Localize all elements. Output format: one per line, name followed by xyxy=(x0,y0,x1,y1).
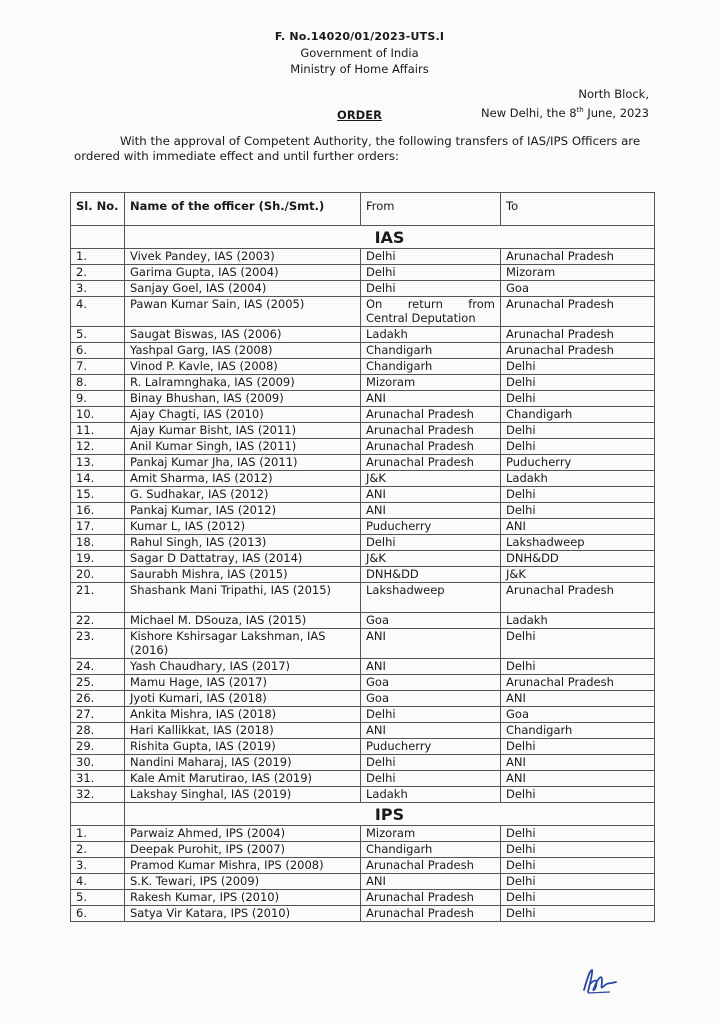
header-name: Name of the officer (Sh./Smt.) xyxy=(125,193,361,226)
table-row xyxy=(71,858,655,874)
cell-to: Ladakh xyxy=(501,613,655,629)
date-prefix: New Delhi, the 8 xyxy=(481,105,577,120)
table-row xyxy=(71,407,655,423)
cell-name: G. Sudhakar, IAS (2012) xyxy=(125,487,361,503)
table-row xyxy=(71,890,655,906)
cell-from: Arunachal Pradesh xyxy=(361,407,501,423)
table-body xyxy=(71,226,655,922)
table-row xyxy=(71,487,655,503)
cell-to: ANI xyxy=(501,691,655,707)
table-row xyxy=(71,826,655,842)
cell-to: Lakshadweep xyxy=(501,535,655,551)
table-row xyxy=(71,874,655,890)
cell-from: Arunachal Pradesh xyxy=(361,439,501,455)
table-row xyxy=(71,707,655,723)
cell-to: ANI xyxy=(501,771,655,787)
cell-from: Delhi xyxy=(361,755,501,771)
table-row xyxy=(71,551,655,567)
cell-name: Kale Amit Marutirao, IAS (2019) xyxy=(125,771,361,787)
cell-from: Goa xyxy=(361,691,501,707)
cell-from: Mizoram xyxy=(361,375,501,391)
cell-name: Parwaiz Ahmed, IPS (2004) xyxy=(125,826,361,842)
cell-sl: 11. xyxy=(71,423,125,439)
cell-to: Delhi xyxy=(501,842,655,858)
cell-to: Delhi xyxy=(501,375,655,391)
table-row xyxy=(71,755,655,771)
cell-name: Yash Chaudhary, IAS (2017) xyxy=(125,659,361,675)
cell-name: Yashpal Garg, IAS (2008) xyxy=(125,343,361,359)
cell-to: Delhi xyxy=(501,858,655,874)
table-row xyxy=(71,787,655,803)
cell-to: Delhi xyxy=(501,391,655,407)
cell-name: Garima Gupta, IAS (2004) xyxy=(125,265,361,281)
cell-to: Arunachal Pradesh xyxy=(501,297,655,327)
table-row xyxy=(71,629,655,659)
cell-name: Nandini Maharaj, IAS (2019) xyxy=(125,755,361,771)
cell-to: Delhi xyxy=(501,659,655,675)
table-row xyxy=(71,439,655,455)
cell-sl: 28. xyxy=(71,723,125,739)
cell-sl: 1. xyxy=(71,249,125,265)
cell-to: DNH&DD xyxy=(501,551,655,567)
cell-name: Pawan Kumar Sain, IAS (2005) xyxy=(125,297,361,327)
order-title: ORDER xyxy=(337,108,382,122)
cell-from: Mizoram xyxy=(361,826,501,842)
date-sup: th xyxy=(576,106,584,114)
cell-from: DNH&DD xyxy=(361,567,501,583)
signature-icon xyxy=(580,966,624,1000)
cell-sl: 4. xyxy=(71,874,125,890)
cell-sl: 6. xyxy=(71,343,125,359)
cell-sl: 2. xyxy=(71,265,125,281)
table-row xyxy=(71,739,655,755)
cell-sl: 4. xyxy=(71,297,125,327)
header-from: From xyxy=(361,193,501,226)
cell-from: Delhi xyxy=(361,535,501,551)
cell-name: Deepak Purohit, IPS (2007) xyxy=(125,842,361,858)
cell-sl: 17. xyxy=(71,519,125,535)
section-row xyxy=(71,226,655,249)
table-row xyxy=(71,297,655,327)
cell-sl: 27. xyxy=(71,707,125,723)
cell-to: Ladakh xyxy=(501,471,655,487)
cell-to: ANI xyxy=(501,755,655,771)
cell-name: Rahul Singh, IAS (2013) xyxy=(125,535,361,551)
cell-name: Pankaj Kumar Jha, IAS (2011) xyxy=(125,455,361,471)
cell-sl: 31. xyxy=(71,771,125,787)
cell-from: Goa xyxy=(361,675,501,691)
cell-sl: 16. xyxy=(71,503,125,519)
cell-name: S.K. Tewari, IPS (2009) xyxy=(125,874,361,890)
table-row xyxy=(71,455,655,471)
cell-to: Delhi xyxy=(501,487,655,503)
table-row xyxy=(71,583,655,613)
cell-sl: 1. xyxy=(71,826,125,842)
cell-sl: 13. xyxy=(71,455,125,471)
section-title: IPS xyxy=(125,803,655,826)
cell-name: Kumar L, IAS (2012) xyxy=(125,519,361,535)
cell-from: Chandigarh xyxy=(361,359,501,375)
cell-to: Delhi xyxy=(501,739,655,755)
cell-name: Ankita Mishra, IAS (2018) xyxy=(125,707,361,723)
table-row xyxy=(71,771,655,787)
cell-name: Hari Kallikkat, IAS (2018) xyxy=(125,723,361,739)
cell-from: ANI xyxy=(361,874,501,890)
cell-from: ANI xyxy=(361,629,501,659)
section-row xyxy=(71,803,655,826)
table-row xyxy=(71,265,655,281)
table-row xyxy=(71,567,655,583)
cell-from: Arunachal Pradesh xyxy=(361,423,501,439)
cell-from: Ladakh xyxy=(361,327,501,343)
cell-name: Ajay Kumar Bisht, IAS (2011) xyxy=(125,423,361,439)
government-line: Government of India xyxy=(300,46,419,60)
cell-sl: 18. xyxy=(71,535,125,551)
cell-from: J&K xyxy=(361,551,501,567)
cell-name: Pankaj Kumar, IAS (2012) xyxy=(125,503,361,519)
table-row xyxy=(71,359,655,375)
section-title: IAS xyxy=(125,226,655,249)
header-sl: Sl. No. xyxy=(71,193,125,226)
date-suffix: June, 2023 xyxy=(583,105,649,120)
cell-sl: 14. xyxy=(71,471,125,487)
table-row xyxy=(71,423,655,439)
cell-sl: 2. xyxy=(71,842,125,858)
table-row xyxy=(71,675,655,691)
cell-to: Delhi xyxy=(501,890,655,906)
cell-from: ANI xyxy=(361,487,501,503)
cell-sl: 22. xyxy=(71,613,125,629)
table-row xyxy=(71,906,655,922)
cell-to: Delhi xyxy=(501,629,655,659)
cell-from: Delhi xyxy=(361,265,501,281)
cell-name: Rishita Gupta, IAS (2019) xyxy=(125,739,361,755)
cell-to: Goa xyxy=(501,281,655,297)
cell-to: Delhi xyxy=(501,359,655,375)
cell-from: Chandigarh xyxy=(361,842,501,858)
cell-name: Shashank Mani Tripathi, IAS (2015) xyxy=(125,583,361,613)
cell-to: Puducherry xyxy=(501,455,655,471)
table-row xyxy=(71,842,655,858)
cell-sl: 23. xyxy=(71,629,125,659)
table-row xyxy=(71,343,655,359)
cell-from: ANI xyxy=(361,659,501,675)
cell-to: Goa xyxy=(501,707,655,723)
cell-sl: 6. xyxy=(71,906,125,922)
cell-to: Delhi xyxy=(501,826,655,842)
table-row xyxy=(71,249,655,265)
cell-to: Delhi xyxy=(501,423,655,439)
cell-name: Sagar D Dattatray, IAS (2014) xyxy=(125,551,361,567)
cell-to: ANI xyxy=(501,519,655,535)
cell-sl: 5. xyxy=(71,327,125,343)
cell-from: ANI xyxy=(361,723,501,739)
cell-from: Goa xyxy=(361,613,501,629)
cell-from: Arunachal Pradesh xyxy=(361,455,501,471)
table-row xyxy=(71,519,655,535)
cell-name: Rakesh Kumar, IPS (2010) xyxy=(125,890,361,906)
table-row xyxy=(71,723,655,739)
cell-to: Delhi xyxy=(501,439,655,455)
cell-from: Puducherry xyxy=(361,739,501,755)
cell-name: Lakshay Singhal, IAS (2019) xyxy=(125,787,361,803)
cell-sl: 8. xyxy=(71,375,125,391)
cell-from: Arunachal Pradesh xyxy=(361,906,501,922)
cell-to: Arunachal Pradesh xyxy=(501,583,655,613)
cell-sl: 7. xyxy=(71,359,125,375)
place: North Block, xyxy=(578,87,649,101)
cell-sl: 3. xyxy=(71,858,125,874)
cell-name: Anil Kumar Singh, IAS (2011) xyxy=(125,439,361,455)
intro-paragraph: With the approval of Competent Authority, the following transfers of IAS/IPS Officers are ordered with immediate effect and until further orders: xyxy=(74,134,641,163)
cell-sl: 5. xyxy=(71,890,125,906)
cell-to: J&K xyxy=(501,567,655,583)
cell-to: Chandigarh xyxy=(501,723,655,739)
cell-from: On return from Central Deputation xyxy=(361,297,501,327)
table-row xyxy=(71,535,655,551)
ministry-line: Ministry of Home Affairs xyxy=(290,62,429,76)
cell-to: Mizoram xyxy=(501,265,655,281)
table-row xyxy=(71,503,655,519)
cell-name: Vivek Pandey, IAS (2003) xyxy=(125,249,361,265)
cell-name: R. Lalramnghaka, IAS (2009) xyxy=(125,375,361,391)
cell-name: Kishore Kshirsagar Lakshman, IAS (2016) xyxy=(125,629,361,659)
table-row xyxy=(71,391,655,407)
cell-sl: 12. xyxy=(71,439,125,455)
table-row xyxy=(71,691,655,707)
cell-from: Delhi xyxy=(361,249,501,265)
cell-sl: 10. xyxy=(71,407,125,423)
cell-to: Delhi xyxy=(501,503,655,519)
cell-to: Delhi xyxy=(501,787,655,803)
cell-from: Puducherry xyxy=(361,519,501,535)
cell-name: Binay Bhushan, IAS (2009) xyxy=(125,391,361,407)
cell-sl: 24. xyxy=(71,659,125,675)
transfer-table xyxy=(70,192,655,922)
cell-sl: 29. xyxy=(71,739,125,755)
table-row xyxy=(71,375,655,391)
cell-sl: 20. xyxy=(71,567,125,583)
cell-to: Chandigarh xyxy=(501,407,655,423)
cell-from: Ladakh xyxy=(361,787,501,803)
table-header-row xyxy=(71,193,655,226)
cell-name: Vinod P. Kavle, IAS (2008) xyxy=(125,359,361,375)
cell-sl: 32. xyxy=(71,787,125,803)
table-row xyxy=(71,471,655,487)
cell-name: Amit Sharma, IAS (2012) xyxy=(125,471,361,487)
cell-name: Satya Vir Katara, IPS (2010) xyxy=(125,906,361,922)
cell-name: Mamu Hage, IAS (2017) xyxy=(125,675,361,691)
cell-sl: 9. xyxy=(71,391,125,407)
file-number: F. No.14020/01/2023-UTS.I xyxy=(274,30,445,43)
cell-sl: 30. xyxy=(71,755,125,771)
cell-name: Ajay Chagti, IAS (2010) xyxy=(125,407,361,423)
table-row xyxy=(71,659,655,675)
cell-from: Arunachal Pradesh xyxy=(361,890,501,906)
cell-sl: 15. xyxy=(71,487,125,503)
header-to: To xyxy=(501,193,655,226)
cell-to: Arunachal Pradesh xyxy=(501,327,655,343)
cell-name: Pramod Kumar Mishra, IPS (2008) xyxy=(125,858,361,874)
cell-from: ANI xyxy=(361,391,501,407)
cell-name: Saurabh Mishra, IAS (2015) xyxy=(125,567,361,583)
cell-sl: 26. xyxy=(71,691,125,707)
cell-name: Jyoti Kumari, IAS (2018) xyxy=(125,691,361,707)
cell-from: ANI xyxy=(361,503,501,519)
cell-name: Saugat Biswas, IAS (2006) xyxy=(125,327,361,343)
cell-to: Arunachal Pradesh xyxy=(501,343,655,359)
cell-to: Arunachal Pradesh xyxy=(501,675,655,691)
cell-name: Michael M. DSouza, IAS (2015) xyxy=(125,613,361,629)
cell-from: Arunachal Pradesh xyxy=(361,858,501,874)
table-row xyxy=(71,327,655,343)
cell-to: Arunachal Pradesh xyxy=(501,249,655,265)
cell-from: Chandigarh xyxy=(361,343,501,359)
table-row xyxy=(71,281,655,297)
section-blank-cell xyxy=(71,803,125,826)
cell-to: Delhi xyxy=(501,874,655,890)
cell-from: Delhi xyxy=(361,707,501,723)
cell-sl: 21. xyxy=(71,583,125,613)
cell-name: Sanjay Goel, IAS (2004) xyxy=(125,281,361,297)
cell-from: J&K xyxy=(361,471,501,487)
section-blank-cell xyxy=(71,226,125,249)
cell-sl: 19. xyxy=(71,551,125,567)
table-row xyxy=(71,613,655,629)
cell-from: Delhi xyxy=(361,281,501,297)
cell-to: Delhi xyxy=(501,906,655,922)
cell-sl: 25. xyxy=(71,675,125,691)
cell-sl: 3. xyxy=(71,281,125,297)
cell-from: Delhi xyxy=(361,771,501,787)
cell-from: Lakshadweep xyxy=(361,583,501,613)
